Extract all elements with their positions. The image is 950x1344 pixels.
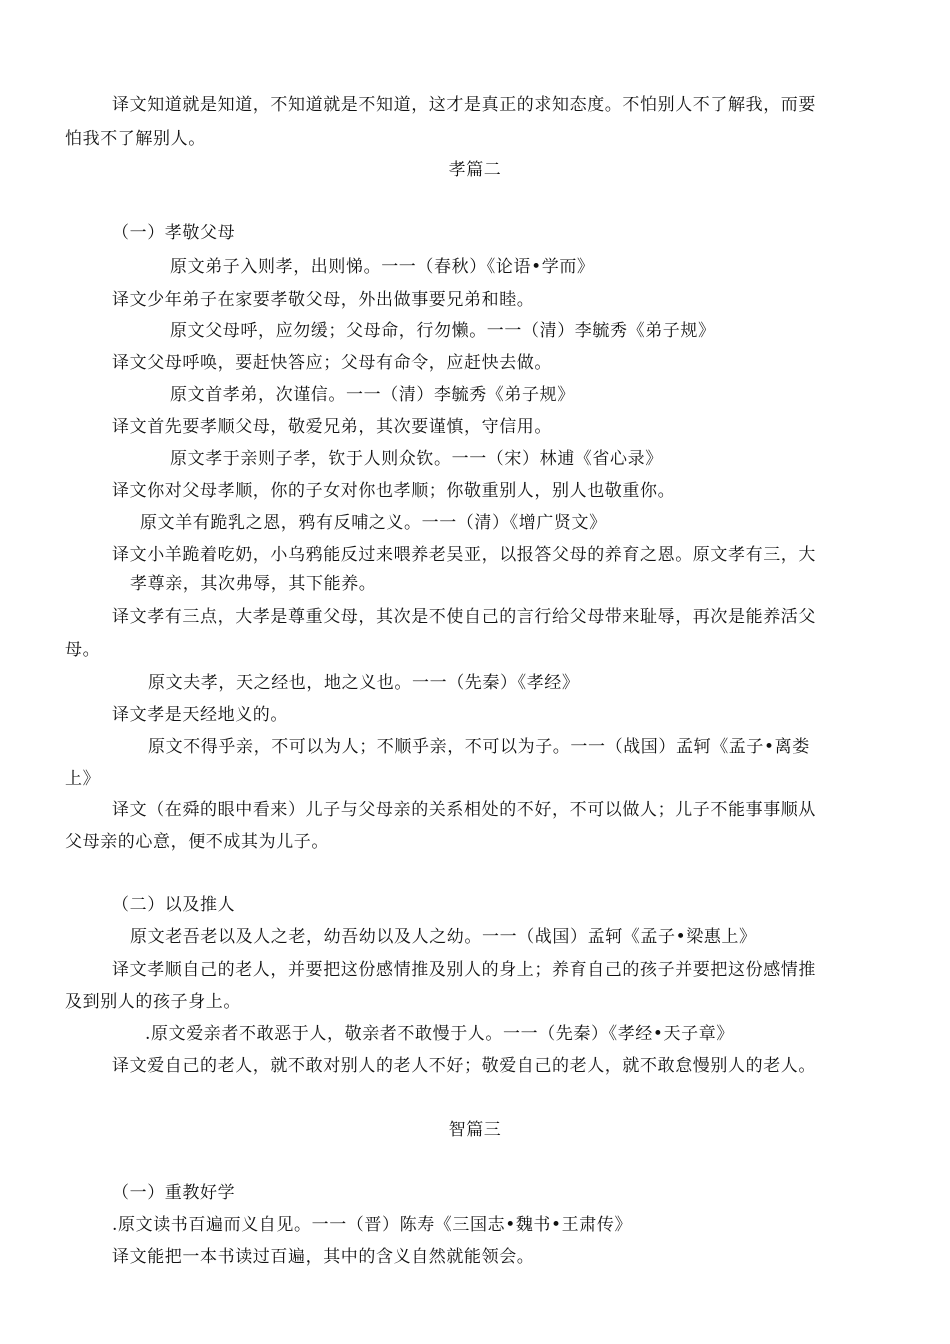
subsection-heading: （二）以及推人 bbox=[112, 895, 236, 915]
paragraph-line: 译文知道就是知道，不知道就是不知道，这才是真正的求知态度。不怕别人不了解我，而要 bbox=[112, 95, 816, 115]
original-text-line: 原文羊有跪乳之恩，鸦有反哺之义。一一（清）《增广贤文》 bbox=[140, 513, 607, 533]
original-text-line: 上》 bbox=[65, 769, 101, 789]
translation-line: 译文首先要孝顺父母，敬爱兄弟，其次要谨慎，守信用。 bbox=[112, 417, 552, 437]
translation-line: 译文能把一本书读过百遍，其中的含义自然就能领会。 bbox=[112, 1247, 535, 1267]
translation-line: 译文父母呼唤，要赶快答应；父母有命令，应赶快去做。 bbox=[112, 353, 552, 373]
translation-line: 译文（在舜的眼中看来）儿子与父母亲的关系相处的不好，不可以做人；儿子不能事事顺从 bbox=[112, 800, 816, 820]
translation-line: 译文孝顺自己的老人，并要把这份感情推及别人的身上；养育自己的孩子并要把这份感情推 bbox=[112, 960, 816, 980]
original-text-line: 原文首孝弟，次谨信。一一（清）李毓秀《弟子规》 bbox=[170, 385, 575, 405]
section-heading: 孝篇二 bbox=[448, 160, 502, 180]
translation-line: 译文你对父母孝顺，你的子女对你也孝顺；你敬重别人，别人也敬重你。 bbox=[112, 481, 676, 501]
translation-line: 父母亲的心意，便不成其为儿子。 bbox=[65, 832, 329, 852]
translation-line: 译文少年弟子在家要孝敬父母，外出做事要兄弟和睦。 bbox=[112, 290, 535, 310]
translation-line: 母。 bbox=[65, 640, 101, 660]
paragraph-line: 怕我不了解别人。 bbox=[65, 129, 206, 149]
original-text-line: 原文父母呼，应勿缓；父母命，行勿懒。一一（清）李毓秀《弟子规》 bbox=[170, 321, 716, 341]
translation-line: 译文爱自己的老人，就不敢对别人的老人不好；敬爱自己的老人，就不敢怠慢别人的老人。 bbox=[112, 1056, 816, 1076]
original-text-line: 原文不得乎亲，不可以为人；不顺乎亲，不可以为子。一一（战国）孟轲《孟子•离娄 bbox=[148, 737, 810, 757]
translation-line: 译文孝是天经地义的。 bbox=[112, 705, 288, 725]
original-text-line: .原文爱亲者不敢恶于人，敬亲者不敢慢于人。一一（先秦）《孝经•天子章》 bbox=[145, 1024, 734, 1044]
section-heading: 智篇三 bbox=[448, 1120, 502, 1140]
original-text-line: 孝尊亲，其次弗辱，其下能养。 bbox=[130, 574, 377, 594]
translation-line: 译文小羊跪着吃奶，小乌鸦能反过来喂养老吴亚，以报答父母的养育之恩。原文孝有三，大 bbox=[112, 545, 816, 565]
original-text-line: 原文弟子入则孝，出则悌。一一（春秋）《论语•学而》 bbox=[170, 257, 595, 277]
translation-line: 译文孝有三点，大孝是尊重父母，其次是不使自己的言行给父母带来耻辱，再次是能养活父 bbox=[112, 607, 816, 627]
original-text-line: 原文夫孝，天之经也，地之义也。一一（先秦）《孝经》 bbox=[148, 673, 580, 693]
original-text-line: 原文孝于亲则子孝，钦于人则众钦。一一（宋）林逋《省心录》 bbox=[170, 449, 663, 469]
original-text-line: 原文老吾老以及人之老，幼吾幼以及人之幼。一一（战国）孟轲《孟子•梁惠上》 bbox=[130, 927, 757, 947]
subsection-heading: （一）孝敬父母 bbox=[112, 223, 236, 243]
translation-line: 及到别人的孩子身上。 bbox=[65, 992, 241, 1012]
original-text-line: .原文读书百遍而义自见。一一（晋）陈寿《三国志•魏书•王肃传》 bbox=[112, 1215, 633, 1235]
subsection-heading: （一）重教好学 bbox=[112, 1183, 236, 1203]
